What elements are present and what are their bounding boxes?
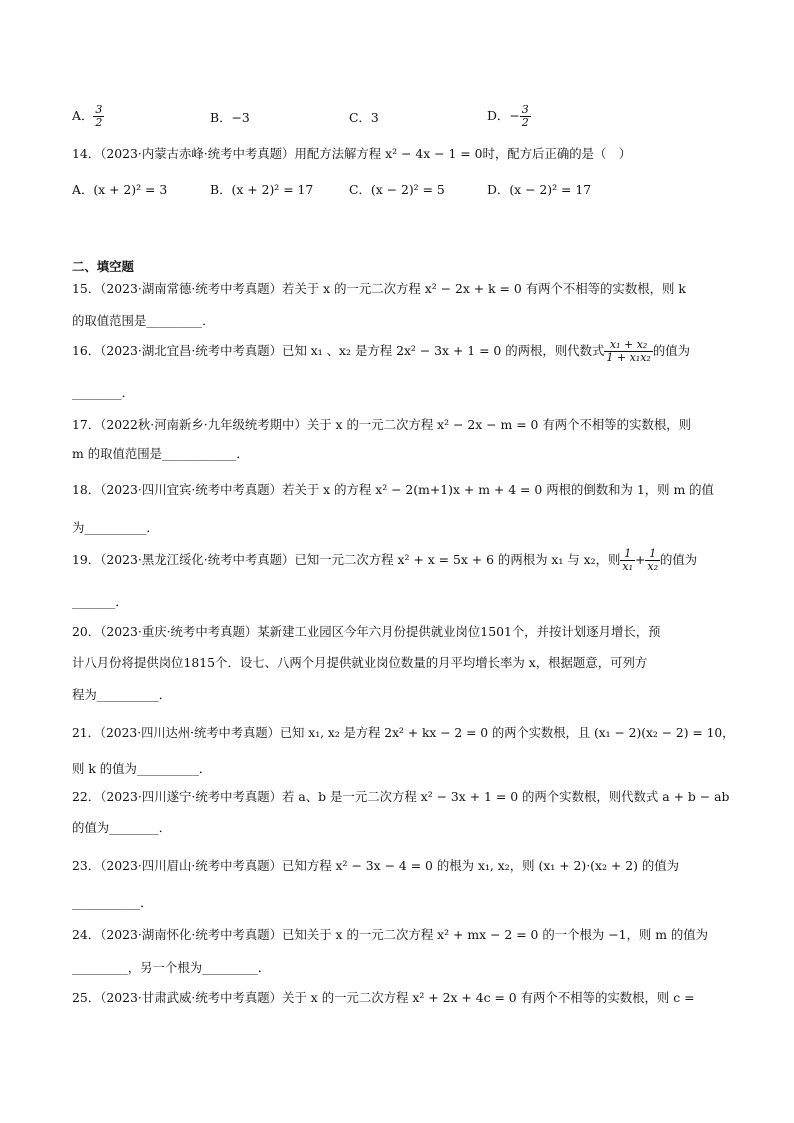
q14-option-a: A．(x + 2)² = 3 (72, 182, 168, 197)
q14-option-d: D．(x − 2)² = 17 (487, 182, 592, 197)
denominator: 2 (521, 116, 529, 130)
q18-line1: 18．（2023·四川宜宾·统考中考真题）若关于 x 的方程 x² − 2(m+1)x + m + 4 = 0 两根的倒数和为 1，则 m 的值 (72, 482, 714, 497)
q21-line2: 则 k 的值为__________． (72, 761, 212, 776)
q15-line1: 15．（2023·湖南常德·统考中考真题）若关于 x 的一元二次方程 x² − 2x + k = 0 有两个不相等的实数根，则 k (72, 281, 686, 296)
plus-sign: + (635, 552, 646, 568)
numerator: 1 (620, 548, 635, 561)
q24-line2: _________，另一个根为_________． (72, 960, 271, 975)
q13-option-b: B．−3 (210, 110, 250, 125)
q24-line1: 24．（2023·湖南怀化·统考中考真题）已知关于 x 的一元二次方程 x² + mx − 2 = 0 的一个根为 −1，则 m 的值为 (72, 927, 709, 942)
q19-stem-end: 的值为 (660, 552, 698, 568)
q13-option-c: C．3 (349, 110, 379, 125)
q23-line1: 23．（2023·四川眉山·统考中考真题）已知方程 x² − 3x − 4 = 0 的根为 x₁, x₂，则 (x₁ + 2)·(x₂ + 2) 的值为 (72, 858, 680, 873)
q16-line2: ________． (72, 385, 134, 400)
q25-line1: 25．（2023·甘肃武威·统考中考真题）关于 x 的一元二次方程 x² + 2x + 4c = 0 有两个不相等的实数根，则 c = (72, 990, 695, 1005)
q17-line1: 17．（2022秋·河南新乡·九年级统考期中）关于 x 的一元二次方程 x² − 2x − m = 0 有两个不相等的实数根，则 (72, 417, 692, 432)
q17-line2: m 的取值范围是____________． (72, 446, 249, 461)
fraction (645, 548, 660, 573)
q14-option-b: B．(x + 2)² = 17 (210, 182, 314, 197)
fraction (520, 104, 531, 129)
q14-stem: 14．（2023·内蒙古赤峰·统考中考真题）用配方法解方程 x² − 4x − 1 = 0时，配方后正确的是（ ） (72, 146, 632, 161)
option-label: A． (72, 108, 94, 124)
denominator: x₂ (647, 560, 659, 574)
q16-stem: 16．（2023·湖北宜昌·统考中考真题）已知 x₁ 、x₂ 是方程 2x² − 3x + 1 = 0 的两根，则代数式 (72, 343, 605, 359)
q14-option-c: C．(x − 2)² = 5 (349, 182, 445, 197)
q20-line3: 程为__________． (72, 687, 172, 702)
numerator: 1 (645, 548, 660, 561)
fraction (620, 548, 635, 573)
q19-line1 (72, 548, 697, 573)
q15-line2: 的取值范围是_________． (72, 313, 215, 328)
q21-line1: 21．（2023·四川达州·统考中考真题）已知 x₁, x₂ 是方程 2x² + kx − 2 = 0 的两个实数根，且 (x₁ − 2)(x₂ − 2) = 10， (72, 725, 735, 740)
denominator: x₁ (622, 560, 634, 574)
numerator: 3 (521, 103, 529, 116)
denominator: 1 + x₁x₂ (606, 351, 651, 365)
section-title: 二、填空题 (72, 259, 134, 274)
q13-option-d (487, 104, 531, 129)
q22-line2: 的值为________． (72, 820, 172, 835)
numerator: 3 (95, 103, 103, 116)
denominator: 2 (95, 116, 103, 130)
q23-line2: ___________． (72, 895, 153, 910)
q18-line2: 为__________． (72, 520, 159, 535)
fraction (604, 339, 652, 364)
q19-line2: _______． (72, 594, 128, 609)
q20-line2: 计八月份将提供岗位1815个．设七、八两个月提供就业岗位数量的月平均增长率为 x，根据题意，可列方 (72, 655, 648, 670)
q16-line1 (72, 339, 690, 364)
option-label: D．− (487, 108, 520, 124)
q20-line1: 20．（2023·重庆·统考中考真题）某新建工业园区今年六月份提供就业岗位1501个，并按计划逐月增长，预 (72, 624, 661, 639)
q13-option-a (72, 104, 104, 129)
q22-line1: 22．（2023·四川遂宁·统考中考真题）若 a、b 是一元二次方程 x² − 3x + 1 = 0 的两个实数根，则代数式 a + b − ab (72, 789, 730, 804)
fraction (93, 104, 104, 129)
q16-stem-end: 的值为 (652, 343, 690, 359)
numerator: x₁ + x₂ (604, 339, 652, 352)
q19-stem: 19．（2023·黑龙江绥化·统考中考真题）已知一元二次方程 x² + x = 5x + 6 的两根为 x₁ 与 x₂，则 (72, 552, 621, 568)
